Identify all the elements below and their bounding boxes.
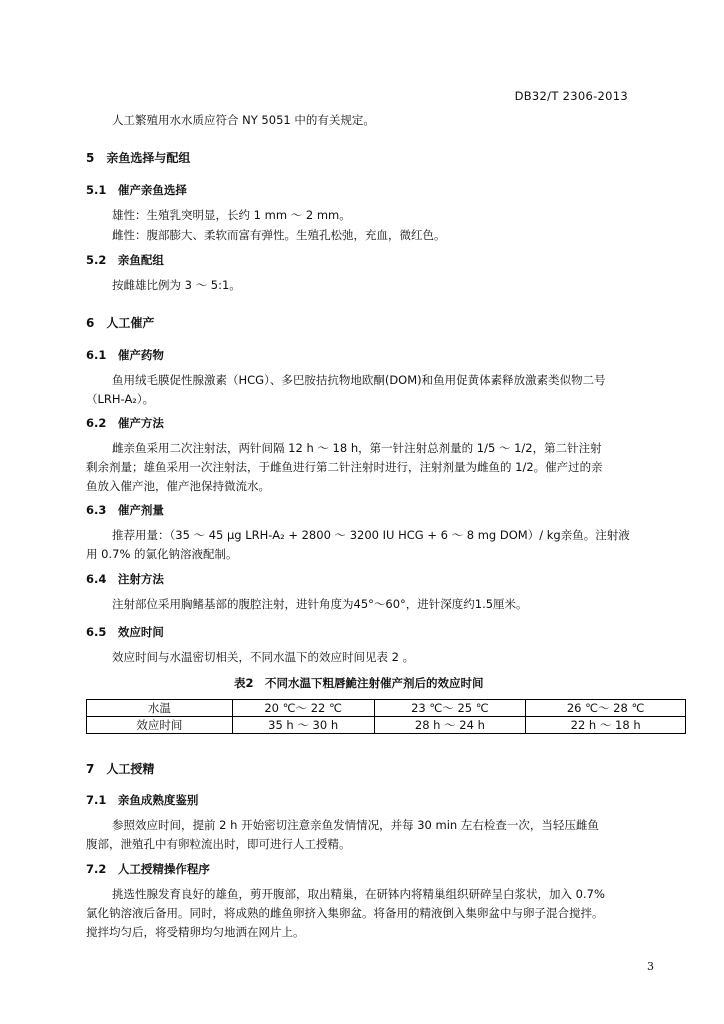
section-6-4-title: 6.4 注射方法 [86, 572, 164, 586]
drugs-line-2: （LRH-A₂）。 [86, 392, 155, 406]
section-6-title: 6 人工催产 [86, 316, 155, 330]
section-7-title: 7 人工授精 [86, 762, 155, 776]
method-line-1: 雌亲鱼采用二次注射法，两针间隔 12 h ～ 18 h，第一针注射总剂量的 1/5 ～ 1/2，第二针注射 [112, 441, 602, 455]
maturity-line-1: 参照效应时间，提前 2 h 开始密切注意亲鱼发情情况，并每 30 min 左右检查一次，当轻压雌鱼 [112, 818, 599, 832]
injection-method: 注射部位采用胸鳍基部的腹腔注射，进针角度为45°～60°，进针深度约1.5厘米。 [112, 597, 528, 611]
table-cell: 23 ℃～ 25 ℃ [374, 700, 526, 717]
method-line-2: 剩余剂量；雄鱼采用一次注射法，于雌鱼进行第二针注射时进行，注射剂量为雌鱼的 1/2。催产过的亲 [86, 460, 603, 474]
table-cell: 26 ℃～ 28 ℃ [526, 700, 686, 717]
section-5-title: 5 亲鱼选择与配组 [86, 151, 191, 165]
table-cell: 28 h ～ 24 h [374, 717, 526, 734]
table-cell: 水温 [87, 700, 233, 717]
effect-time-text: 效应时间与水温密切相关，不同水温下的效应时间见表 2 。 [112, 650, 415, 664]
section-5-2-title: 5.2 亲鱼配组 [86, 253, 164, 267]
document-number: DB32/T 2306-2013 [514, 89, 628, 103]
pairing-ratio: 按雌雄比例为 3 ～ 5:1。 [112, 278, 241, 292]
intro-text: 人工繁殖用水水质应符合 NY 5051 中的有关规定。 [112, 113, 375, 127]
page-number: 3 [647, 960, 654, 973]
drugs-line-1: 鱼用绒毛膜促性腺激素（HCG）、多巴胺拮抗物地欧酮(DOM)和鱼用促黄体素释放激素类似物二号 [112, 373, 606, 387]
table-row [87, 717, 686, 734]
section-6-5-title: 6.5 效应时间 [86, 625, 164, 639]
table-row [87, 700, 686, 717]
section-6-1-title: 6.1 催产药物 [86, 348, 164, 362]
maturity-line-2: 腹部，泄殖孔中有卵粒流出时，即可进行人工授精。 [86, 837, 351, 851]
male-criteria: 雄性：生殖乳突明显，长约 1 mm ～ 2 mm。 [112, 208, 351, 222]
table-cell: 20 ℃～ 22 ℃ [232, 700, 374, 717]
fertilization-line-3: 搅拌均匀后，将受精卵均匀地洒在网片上。 [86, 925, 305, 939]
table-2-caption: 表2 不同水温下粗唇鮠注射催产剂后的效应时间 [234, 676, 484, 690]
section-5-1-title: 5.1 催产亲鱼选择 [86, 183, 187, 197]
female-criteria: 雌性：腹部膨大、柔软而富有弹性。生殖孔松弛，充血，微红色。 [112, 228, 446, 242]
dosage-line-2: 用 0.7% 的氯化钠溶液配制。 [86, 547, 238, 561]
table-cell: 效应时间 [87, 717, 233, 734]
table-cell: 35 h ～ 30 h [232, 717, 374, 734]
method-line-3: 鱼放入催产池，催产池保持微流水。 [86, 479, 270, 493]
fertilization-line-2: 氯化钠溶液后备用。同时，将成熟的雌鱼卵挤入集卵盆。将备用的精液倒入集卵盆中与卵子混合搅拌。 [86, 906, 604, 920]
effect-time-table [86, 699, 686, 734]
section-7-1-title: 7.1 亲鱼成熟度鉴别 [86, 793, 199, 807]
section-6-3-title: 6.3 催产剂量 [86, 503, 164, 517]
dosage-line-1: 推荐用量：（35 ～ 45 μg LRH-A₂ + 2800 ～ 3200 IU HCG + 6 ～ 8 mg DOM）/ kg亲鱼。注射液 [112, 528, 630, 542]
table-cell: 22 h ～ 18 h [526, 717, 686, 734]
section-6-2-title: 6.2 催产方法 [86, 416, 164, 430]
section-7-2-title: 7.2 人工授精操作程序 [86, 862, 210, 876]
fertilization-line-1: 挑选性腺发育良好的雄鱼，剪开腹部，取出精巢，在研钵内将精巢组织研碎呈白浆状，加入 0.7% [112, 887, 605, 901]
